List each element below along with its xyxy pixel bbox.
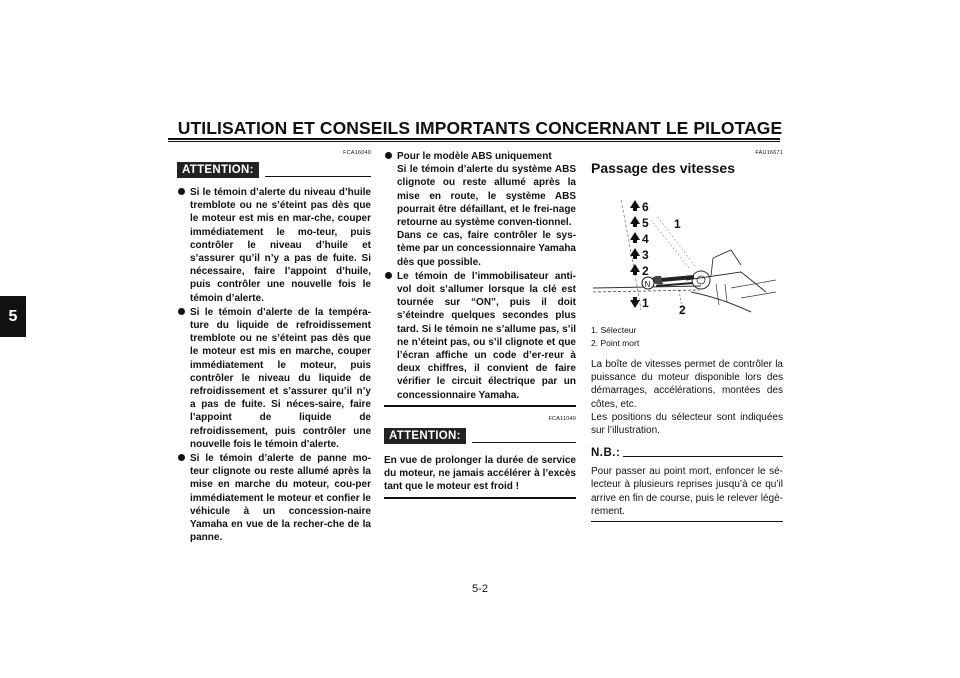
left-column (177, 150, 371, 545)
list-item (384, 150, 576, 269)
attention-header (177, 162, 371, 178)
gear-label: 1 (642, 296, 649, 310)
bullet-icon (178, 454, 185, 461)
note-text: Pour passer au point mort, enfoncer le sé-lecteur à plusieurs reprises jusqu’à ce qu’il arrive en fin de course, puis le relever légè-rement. (591, 465, 783, 522)
list-item (384, 270, 576, 402)
body-paragraph: La boîte de vitesses permet de contrôler la puissance du moteur disponible lors des démarrages, accélérations, montées des côtes, etc. (591, 359, 783, 410)
gear-label: 2 (642, 264, 649, 278)
list-item-text: Si le témoin d’alerte du système ABS clignote ou reste allumé après la mise en route, le système ABS pourrait être défaillant, et le frei-nage retourne au système conven-tionnel. (397, 164, 576, 229)
header-rule (168, 138, 780, 140)
gear-shift-diagram (591, 180, 783, 320)
list-item (177, 306, 371, 451)
gear-label: 6 (642, 200, 649, 214)
gear-label: 5 (642, 216, 649, 230)
bullet-icon (178, 308, 185, 315)
attention-list (177, 186, 371, 544)
gear-label: 3 (642, 248, 649, 262)
attention-label: ATTENTION: (384, 428, 466, 444)
page-number: 5-2 (472, 583, 488, 595)
caption: 1. Sélecteur (591, 325, 637, 335)
chapter-tab: 5 (0, 296, 26, 337)
section-rule (384, 405, 576, 407)
list-item-text: Pour le modèle ABS uniquement (397, 151, 552, 162)
list-item-text: Si le témoin d’alerte du niveau d’huile tremblote ou ne s’éteint pas dès que le moteur est mis en mar-che, couper immédiatement le mo-teur, puis contrôler le niveau d’huile et s’assurer qu’il n’y a pas de fuite. Si nécessaire, faire l’appoint d’huile, puis contrôler une nouvelle fois le témoin d’alerte. (190, 187, 371, 304)
attention-header (384, 428, 576, 444)
right-column (591, 150, 783, 522)
list-item-text: Si le témoin d’alerte de la tempéra-ture du liquide de refroidissement tremblote ou ne s’éteint pas dès que le moteur est mis en marche, couper immédiatement le moteur, puis contrôler le niveau du liquide de refroidissement et s’assurer qu’il n’y a pas de fuite. Si néces-saire, faire l’appoint de liquide de refroidissement, puis contrôler une nouvelle fois le témoin d’alerte. (190, 306, 371, 450)
body-paragraph: Les positions du sélecteur sont indiquées sur l’illustration. (591, 411, 783, 437)
list-item-text: Dans ce cas, faire contrôler le sys-tème par un concessionnaire Yamaha dès que possible. (397, 230, 576, 268)
section-rule (384, 497, 576, 499)
figure-captions (591, 324, 783, 349)
section-code: FAU16671 (755, 150, 783, 156)
gear-label-neutral: N (644, 280, 651, 289)
attention-text: En vue de prolonger la durée de service du moteur, ne jamais accélérer à l’excès tant que le moteur est froid ! (384, 454, 576, 493)
note-label: N.B.: (591, 447, 621, 460)
bullet-icon (385, 272, 392, 279)
callout-label: 1 (674, 217, 681, 231)
warning-code: FCA16040 (343, 150, 371, 156)
bullet-icon (178, 188, 185, 195)
middle-column (384, 150, 576, 499)
attention-rule (265, 176, 371, 177)
list-item (177, 452, 371, 544)
gear-shift-illustration (591, 180, 783, 320)
section-title: Passage des vitesses (591, 160, 735, 176)
list-item-text: Le témoin de l’immobilisateur anti-vol doit s’allumer lorsque la clé est tournée sur “ON”, puis il doit s’éteindre quelques secondes plus tard. Si le témoin ne s’allume pas, s’il ne n’éteint pas, ou s’il clignote et que l’écran affiche un code d’er-reur à deux chiffres, il convient de faire vérifier le circuit électrique par un concessionnaire Yamaha. (397, 270, 576, 401)
list-item-text: Si le témoin d’alerte de panne mo-teur clignote ou reste allumé après la mise en marche du moteur, cou-per immédiatement le moteur et confier le véhicule à un concession-naire Yamaha en vue de la recher-che de la panne. (190, 453, 371, 544)
note-header (591, 447, 783, 459)
caption: 2. Point mort (591, 337, 640, 348)
gear-label: 4 (642, 232, 649, 246)
page-header-title: UTILISATION ET CONSEILS IMPORTANTS CONCERNANT LE PILOTAGE (177, 118, 783, 138)
note-rule (623, 456, 783, 457)
header-rule-thin (168, 141, 780, 142)
callout-label: 2 (679, 303, 686, 317)
attention-label: ATTENTION: (177, 162, 259, 178)
warning-code: FCA11040 (548, 415, 576, 422)
list-item (177, 186, 371, 305)
attention-list-continued (384, 150, 576, 402)
attention-rule (472, 442, 576, 443)
bullet-icon (385, 152, 392, 159)
